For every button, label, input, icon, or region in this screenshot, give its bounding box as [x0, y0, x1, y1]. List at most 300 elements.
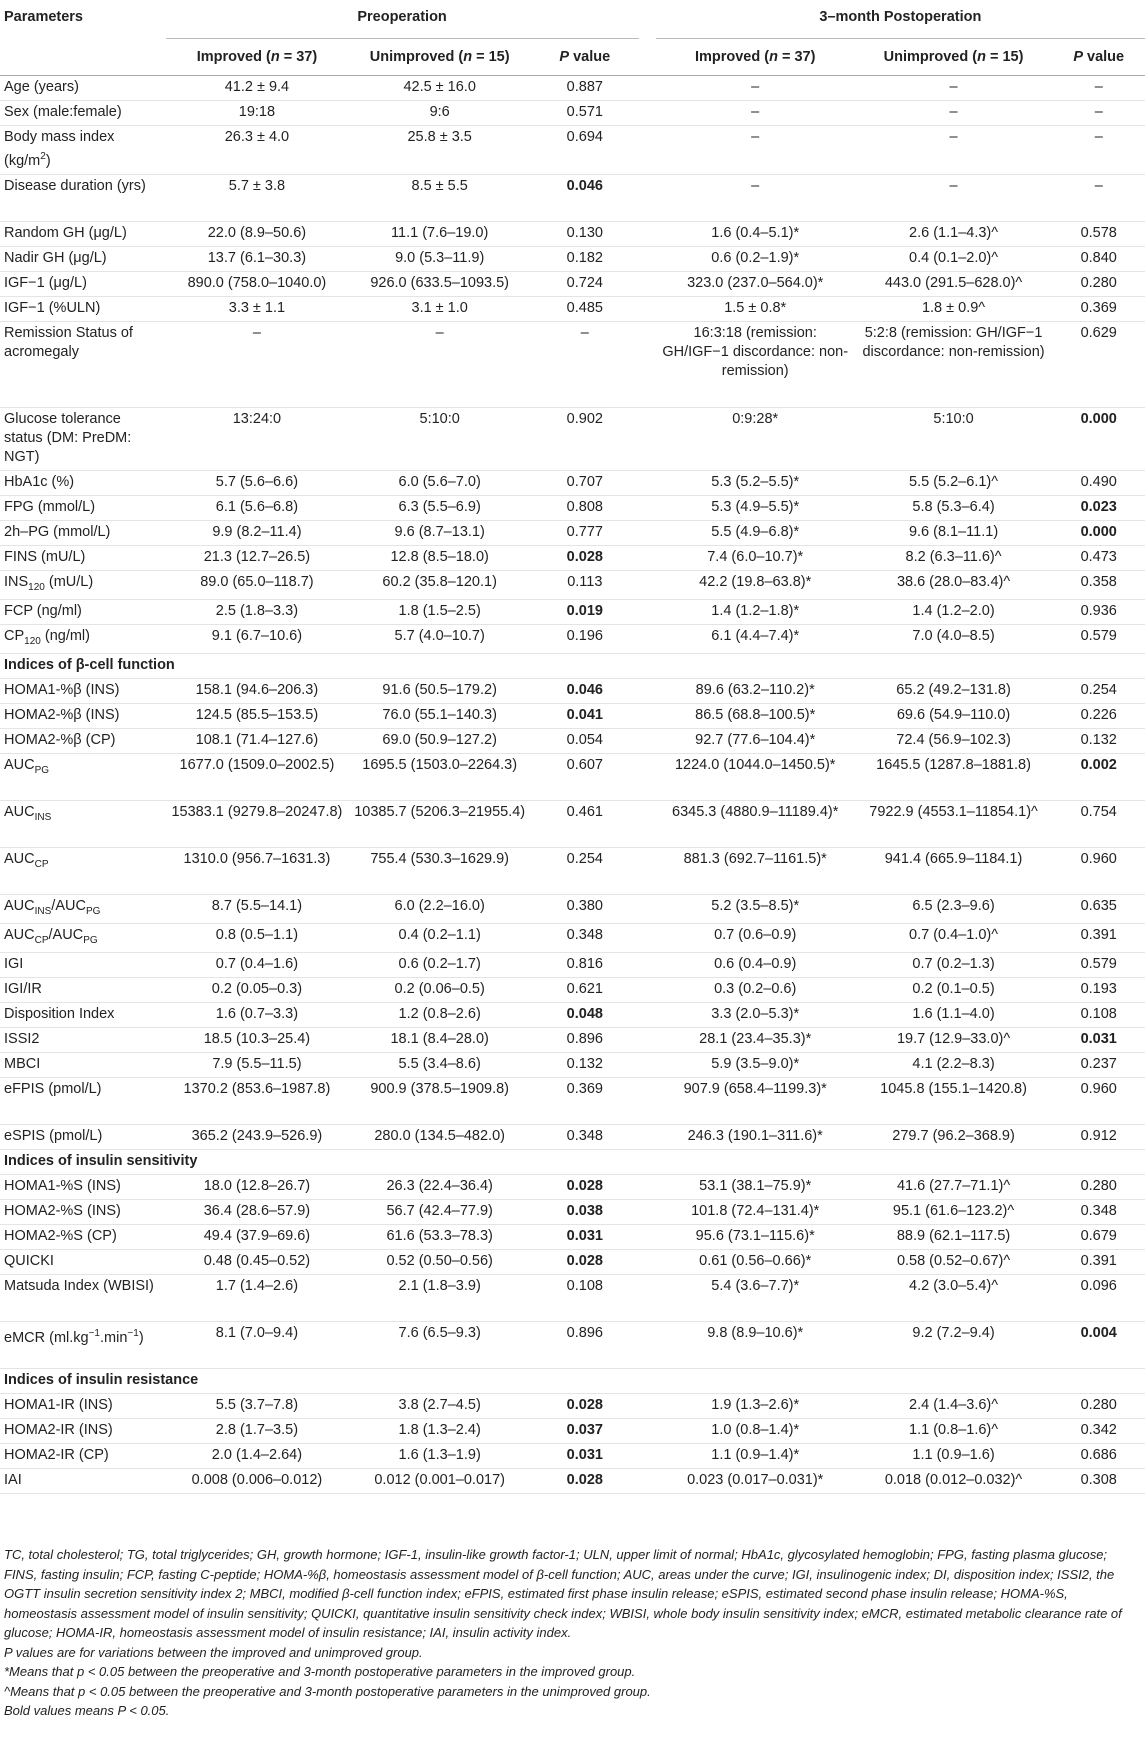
pre-pvalue: –: [531, 322, 639, 408]
footnote-bold: Bold values means P < 0.05.: [4, 1703, 170, 1718]
post-pvalue: 0.840: [1052, 247, 1145, 272]
post-pvalue: –: [1052, 76, 1145, 101]
table-row: [0, 222, 1145, 247]
pre-pvalue: 0.816: [531, 952, 639, 977]
pre-unimproved-value: 91.6 (50.5–179.2): [348, 678, 531, 703]
pre-improved-value: 0.8 (0.5–1.1): [166, 923, 349, 952]
post-improved-value: 1.9 (1.3–2.6)*: [656, 1393, 855, 1418]
table-row: [0, 76, 1145, 101]
pre-unimproved-value: –: [348, 322, 531, 408]
post-pvalue: 0.578: [1052, 222, 1145, 247]
table-row: [0, 800, 1145, 847]
pre-improved-value: 7.9 (5.5–11.5): [166, 1052, 349, 1077]
footnote-star: *Means that p < 0.05 between the preoperative and 3-month postoperative parameters in the improved group.: [4, 1664, 636, 1679]
table-row: [0, 1124, 1145, 1149]
pre-unimproved-value: 3.8 (2.7–4.5): [348, 1393, 531, 1418]
table-row: [0, 952, 1145, 977]
parameter-name: Disease duration (yrs): [0, 175, 166, 222]
gap: [639, 521, 656, 546]
gap: [639, 408, 656, 471]
pre-unimproved-value: 7.6 (6.5–9.3): [348, 1321, 531, 1368]
pre-pvalue: 0.028: [531, 1249, 639, 1274]
table-row: [0, 546, 1145, 571]
pre-improved-value: 2.0 (1.4–2.64): [166, 1443, 349, 1468]
post-unimproved-value: 279.7 (96.2–368.9): [855, 1124, 1053, 1149]
post-improved-value: 42.2 (19.8–63.8)*: [656, 571, 855, 600]
gap: [639, 624, 656, 653]
post-unimproved-value: 0.7 (0.4–1.0)^: [855, 923, 1053, 952]
parameter-name: HOMA1-IR (INS): [0, 1393, 166, 1418]
table-row: [0, 1443, 1145, 1468]
post-improved-value: 86.5 (68.8–100.5)*: [656, 703, 855, 728]
parameter-name: $CP_{120}$ (ng/ml): [0, 624, 166, 653]
parameter-name: $AUC_{CP}/AUC_{PG}$: [0, 923, 166, 952]
post-improved-value: –: [656, 76, 855, 101]
post-pvalue: 0.679: [1052, 1224, 1145, 1249]
parameter-name: FCP (ng/ml): [0, 599, 166, 624]
pre-unimproved-value: 69.0 (50.9–127.2): [348, 728, 531, 753]
pre-unimproved-value: 1.8 (1.5–2.5): [348, 599, 531, 624]
pre-unimproved-value: 9.6 (8.7–13.1): [348, 521, 531, 546]
parameter-name: IGF−1 (%ULN): [0, 297, 166, 322]
pre-unimproved-value: 18.1 (8.4–28.0): [348, 1027, 531, 1052]
pre-unimproved-value: 5.5 (3.4–8.6): [348, 1052, 531, 1077]
header-pre-improved: Improved (n = 37): [166, 39, 349, 76]
pre-unimproved-value: 5.7 (4.0–10.7): [348, 624, 531, 653]
parameter-name: IGI: [0, 952, 166, 977]
pre-pvalue: 0.054: [531, 728, 639, 753]
gap: [639, 1274, 656, 1321]
pre-pvalue: 0.113: [531, 571, 639, 600]
pre-pvalue: 0.724: [531, 272, 639, 297]
pre-unimproved-value: 6.0 (2.2–16.0): [348, 894, 531, 923]
pre-unimproved-value: 0.52 (0.50–0.56): [348, 1249, 531, 1274]
pre-unimproved-value: 42.5 ± 16.0: [348, 76, 531, 101]
table-row: [0, 297, 1145, 322]
pre-pvalue: 0.607: [531, 753, 639, 800]
post-improved-value: 5.3 (5.2–5.5)*: [656, 471, 855, 496]
gap: [639, 76, 656, 101]
post-improved-value: 881.3 (692.7–1161.5)*: [656, 847, 855, 894]
post-improved-value: 5.2 (3.5–8.5)*: [656, 894, 855, 923]
post-pvalue: 0.358: [1052, 571, 1145, 600]
table-row: [0, 703, 1145, 728]
pre-pvalue: 0.808: [531, 496, 639, 521]
pre-pvalue: 0.694: [531, 126, 639, 175]
parameter-name: IAI: [0, 1468, 166, 1493]
gap: [639, 1052, 656, 1077]
pre-unimproved-value: 1.2 (0.8–2.6): [348, 1002, 531, 1027]
table-row: [0, 1418, 1145, 1443]
pre-unimproved-value: 0.6 (0.2–1.7): [348, 952, 531, 977]
section-header: [0, 1149, 1145, 1174]
post-pvalue: 0.391: [1052, 923, 1145, 952]
table-row: [0, 1249, 1145, 1274]
post-unimproved-value: 1.1 (0.8–1.6)^: [855, 1418, 1053, 1443]
pre-pvalue: 0.028: [531, 1468, 639, 1493]
table-row: [0, 728, 1145, 753]
parameter-name: 2h–PG (mmol/L): [0, 521, 166, 546]
pre-improved-value: 18.0 (12.8–26.7): [166, 1174, 349, 1199]
post-improved-value: 0.023 (0.017–0.031)*: [656, 1468, 855, 1493]
pre-improved-value: 124.5 (85.5–153.5): [166, 703, 349, 728]
table-row: [0, 1393, 1145, 1418]
table-row: [0, 1002, 1145, 1027]
post-pvalue: 0.473: [1052, 546, 1145, 571]
post-unimproved-value: 41.6 (27.7–71.1)^: [855, 1174, 1053, 1199]
pre-improved-value: 0.48 (0.45–0.52): [166, 1249, 349, 1274]
post-improved-value: 0:9:28*: [656, 408, 855, 471]
table-row: [0, 1077, 1145, 1124]
table-row: [0, 1274, 1145, 1321]
parameter-name: HOMA2-%β (INS): [0, 703, 166, 728]
parameter-name: MBCI: [0, 1052, 166, 1077]
post-unimproved-value: 7922.9 (4553.1–11854.1)^: [855, 800, 1053, 847]
gap: [639, 1443, 656, 1468]
post-improved-value: 0.3 (0.2–0.6): [656, 977, 855, 1002]
post-unimproved-value: 0.2 (0.1–0.5): [855, 977, 1053, 1002]
post-pvalue: 0.280: [1052, 1393, 1145, 1418]
parameter-name: HOMA1-%S (INS): [0, 1174, 166, 1199]
parameter-name: Matsuda Index (WBISI): [0, 1274, 166, 1321]
post-improved-value: 92.7 (77.6–104.4)*: [656, 728, 855, 753]
section-header: [0, 1368, 1145, 1393]
post-unimproved-value: 0.7 (0.2–1.3): [855, 952, 1053, 977]
parameter-name: HOMA2-%S (INS): [0, 1199, 166, 1224]
post-improved-value: 1.1 (0.9–1.4)*: [656, 1443, 855, 1468]
pre-improved-value: 0.2 (0.05–0.3): [166, 977, 349, 1002]
section-label: Indices of insulin resistance: [0, 1368, 1145, 1393]
table-row: [0, 1174, 1145, 1199]
pre-unimproved-value: 61.6 (53.3–78.3): [348, 1224, 531, 1249]
gap: [639, 322, 656, 408]
pre-improved-value: 41.2 ± 9.4: [166, 76, 349, 101]
pre-improved-value: 9.9 (8.2–11.4): [166, 521, 349, 546]
pre-unimproved-value: 6.0 (5.6–7.0): [348, 471, 531, 496]
pre-improved-value: 22.0 (8.9–50.6): [166, 222, 349, 247]
post-unimproved-value: 0.018 (0.012–0.032)^: [855, 1468, 1053, 1493]
pre-unimproved-value: 0.4 (0.2–1.1): [348, 923, 531, 952]
post-unimproved-value: –: [855, 76, 1053, 101]
post-improved-value: 5.9 (3.5–9.0)*: [656, 1052, 855, 1077]
post-unimproved-value: 8.2 (6.3–11.6)^: [855, 546, 1053, 571]
pre-unimproved-value: 8.5 ± 5.5: [348, 175, 531, 222]
post-pvalue: 0.237: [1052, 1052, 1145, 1077]
table-row: [0, 678, 1145, 703]
pre-improved-value: 365.2 (243.9–526.9): [166, 1124, 349, 1149]
parameter-name: $AUC_{INS}/AUC_{PG}$: [0, 894, 166, 923]
post-pvalue: 0.254: [1052, 678, 1145, 703]
pre-unimproved-value: 11.1 (7.6–19.0): [348, 222, 531, 247]
post-improved-value: 6.1 (4.4–7.4)*: [656, 624, 855, 653]
gap: [639, 546, 656, 571]
pre-unimproved-value: 6.3 (5.5–6.9): [348, 496, 531, 521]
post-unimproved-value: 6.5 (2.3–9.6): [855, 894, 1053, 923]
gap: [639, 571, 656, 600]
section-header: [0, 653, 1145, 678]
gap: [639, 1077, 656, 1124]
post-improved-value: 1.0 (0.8–1.4)*: [656, 1418, 855, 1443]
post-pvalue: 0.193: [1052, 977, 1145, 1002]
gap: [639, 1199, 656, 1224]
pre-pvalue: 0.037: [531, 1418, 639, 1443]
table-row: [0, 1027, 1145, 1052]
post-pvalue: 0.023: [1052, 496, 1145, 521]
pre-improved-value: 0.008 (0.006–0.012): [166, 1468, 349, 1493]
pre-improved-value: 18.5 (10.3–25.4): [166, 1027, 349, 1052]
post-pvalue: 0.308: [1052, 1468, 1145, 1493]
parameter-name: $AUC_{PG}$: [0, 753, 166, 800]
gap: [639, 1321, 656, 1368]
post-pvalue: 0.096: [1052, 1274, 1145, 1321]
post-improved-value: 5.5 (4.9–6.8)*: [656, 521, 855, 546]
pre-unimproved-value: 280.0 (134.5–482.0): [348, 1124, 531, 1149]
post-pvalue: 0.579: [1052, 624, 1145, 653]
pre-unimproved-value: 60.2 (35.8–120.1): [348, 571, 531, 600]
pre-pvalue: 0.348: [531, 923, 639, 952]
table-row: [0, 847, 1145, 894]
parameter-name: $AUC_{CP}$: [0, 847, 166, 894]
post-unimproved-value: 65.2 (49.2–131.8): [855, 678, 1053, 703]
post-unimproved-value: 1.1 (0.9–1.6): [855, 1443, 1053, 1468]
header-post-pvalue: P value: [1052, 39, 1145, 76]
gap: [639, 126, 656, 175]
pre-improved-value: 1.6 (0.7–3.3): [166, 1002, 349, 1027]
parameter-name: eFPIS (pmol/L): [0, 1077, 166, 1124]
post-pvalue: 0.002: [1052, 753, 1145, 800]
post-unimproved-value: –: [855, 175, 1053, 222]
post-improved-value: –: [656, 175, 855, 222]
gap: [639, 1249, 656, 1274]
post-pvalue: 0.280: [1052, 272, 1145, 297]
gap: [639, 753, 656, 800]
gap: [639, 599, 656, 624]
post-improved-value: 1.4 (1.2–1.8)*: [656, 599, 855, 624]
gap: [639, 1124, 656, 1149]
post-improved-value: 0.61 (0.56–0.66)*: [656, 1249, 855, 1274]
parameter-name: QUICKI: [0, 1249, 166, 1274]
pre-improved-value: 1370.2 (853.6–1987.8): [166, 1077, 349, 1124]
post-pvalue: 0.960: [1052, 1077, 1145, 1124]
pre-improved-value: 3.3 ± 1.1: [166, 297, 349, 322]
header-preoperation: Preoperation: [166, 0, 639, 39]
post-unimproved-value: 38.6 (28.0–83.4)^: [855, 571, 1053, 600]
post-improved-value: 323.0 (237.0–564.0)*: [656, 272, 855, 297]
parameter-name: FPG (mmol/L): [0, 496, 166, 521]
pre-improved-value: 108.1 (71.4–127.6): [166, 728, 349, 753]
gap: [639, 1418, 656, 1443]
pre-improved-value: 19:18: [166, 101, 349, 126]
pre-pvalue: 0.621: [531, 977, 639, 1002]
pre-unimproved-value: 56.7 (42.4–77.9): [348, 1199, 531, 1224]
pre-pvalue: 0.887: [531, 76, 639, 101]
post-pvalue: 0.000: [1052, 521, 1145, 546]
gap: [639, 1002, 656, 1027]
pre-improved-value: –: [166, 322, 349, 408]
parameter-name: IGF−1 (μg/L): [0, 272, 166, 297]
post-unimproved-value: 1.8 ± 0.9^: [855, 297, 1053, 322]
pre-unimproved-value: 3.1 ± 1.0: [348, 297, 531, 322]
parameter-name: ISSI2: [0, 1027, 166, 1052]
post-improved-value: 3.3 (2.0–5.3)*: [656, 1002, 855, 1027]
post-unimproved-value: 941.4 (665.9–1184.1): [855, 847, 1053, 894]
post-pvalue: –: [1052, 101, 1145, 126]
pre-improved-value: 158.1 (94.6–206.3): [166, 678, 349, 703]
pre-pvalue: 0.108: [531, 1274, 639, 1321]
pre-pvalue: 0.369: [531, 1077, 639, 1124]
post-pvalue: 0.635: [1052, 894, 1145, 923]
pre-pvalue: 0.031: [531, 1443, 639, 1468]
pre-improved-value: 5.7 ± 3.8: [166, 175, 349, 222]
gap: [639, 923, 656, 952]
pre-pvalue: 0.777: [531, 521, 639, 546]
table-row: [0, 408, 1145, 471]
post-improved-value: 246.3 (190.1–311.6)*: [656, 1124, 855, 1149]
post-pvalue: 0.000: [1052, 408, 1145, 471]
parameter-name: $AUC_{INS}$: [0, 800, 166, 847]
pre-unimproved-value: 2.1 (1.8–3.9): [348, 1274, 531, 1321]
header-post-improved: Improved (n = 37): [656, 39, 855, 76]
pre-pvalue: 0.046: [531, 678, 639, 703]
gap: [639, 977, 656, 1002]
pre-improved-value: 13:24:0: [166, 408, 349, 471]
post-pvalue: 0.936: [1052, 599, 1145, 624]
post-improved-value: 6345.3 (4880.9–11189.4)*: [656, 800, 855, 847]
post-pvalue: 0.280: [1052, 1174, 1145, 1199]
table-footnotes: [4, 1545, 1142, 1721]
post-improved-value: 101.8 (72.4–131.4)*: [656, 1199, 855, 1224]
pre-improved-value: 5.5 (3.7–7.8): [166, 1393, 349, 1418]
pre-unimproved-value: 1.8 (1.3–2.4): [348, 1418, 531, 1443]
post-improved-value: 89.6 (63.2–110.2)*: [656, 678, 855, 703]
parameter-name: HOMA1-%β (INS): [0, 678, 166, 703]
pre-improved-value: 15383.1 (9279.8–20247.8): [166, 800, 349, 847]
post-pvalue: –: [1052, 126, 1145, 175]
pre-pvalue: 0.041: [531, 703, 639, 728]
post-pvalue: 0.686: [1052, 1443, 1145, 1468]
table-row: [0, 1224, 1145, 1249]
post-pvalue: 0.132: [1052, 728, 1145, 753]
table-row: [0, 496, 1145, 521]
gap: [639, 847, 656, 894]
pre-pvalue: 0.707: [531, 471, 639, 496]
gap: [639, 247, 656, 272]
post-unimproved-value: 88.9 (62.1–117.5): [855, 1224, 1053, 1249]
post-improved-value: –: [656, 126, 855, 175]
pre-improved-value: 2.8 (1.7–3.5): [166, 1418, 349, 1443]
table-row: [0, 272, 1145, 297]
table-row: [0, 471, 1145, 496]
pre-pvalue: 0.254: [531, 847, 639, 894]
table-row: [0, 977, 1145, 1002]
table-row: [0, 175, 1145, 222]
pre-pvalue: 0.028: [531, 1393, 639, 1418]
pre-pvalue: 0.028: [531, 1174, 639, 1199]
post-improved-value: 7.4 (6.0–10.7)*: [656, 546, 855, 571]
header-postoperation: 3–month Postoperation: [656, 0, 1145, 39]
table-row: [0, 1199, 1145, 1224]
post-improved-value: –: [656, 101, 855, 126]
table-row: [0, 571, 1145, 600]
pre-pvalue: 0.380: [531, 894, 639, 923]
footnote-pvalues: P values are for variations between the improved and unimproved group.: [4, 1644, 423, 1660]
parameter-name: HOMA2-%S (CP): [0, 1224, 166, 1249]
post-unimproved-value: 0.58 (0.52–0.67)^: [855, 1249, 1053, 1274]
post-unimproved-value: 9.6 (8.1–11.1): [855, 521, 1053, 546]
pre-unimproved-value: 926.0 (633.5–1093.5): [348, 272, 531, 297]
post-pvalue: 0.579: [1052, 952, 1145, 977]
pre-pvalue: 0.046: [531, 175, 639, 222]
post-unimproved-value: 9.2 (7.2–9.4): [855, 1321, 1053, 1368]
pre-unimproved-value: 0.012 (0.001–0.017): [348, 1468, 531, 1493]
pre-pvalue: 0.196: [531, 624, 639, 653]
post-improved-value: 0.7 (0.6–0.9): [656, 923, 855, 952]
post-unimproved-value: 4.1 (2.2–8.3): [855, 1052, 1053, 1077]
pre-unimproved-value: 5:10:0: [348, 408, 531, 471]
post-unimproved-value: 2.4 (1.4–3.6)^: [855, 1393, 1053, 1418]
table-row: [0, 624, 1145, 653]
gap: [639, 678, 656, 703]
post-pvalue: 0.391: [1052, 1249, 1145, 1274]
pre-pvalue: 0.485: [531, 297, 639, 322]
parameter-name: FINS (mU/L): [0, 546, 166, 571]
post-pvalue: 0.912: [1052, 1124, 1145, 1149]
post-unimproved-value: 5.5 (5.2–6.1)^: [855, 471, 1053, 496]
pre-improved-value: 49.4 (37.9–69.6): [166, 1224, 349, 1249]
pre-improved-value: 1.7 (1.4–2.6): [166, 1274, 349, 1321]
parameter-name: HOMA2-IR (CP): [0, 1443, 166, 1468]
pre-unimproved-value: 1695.5 (1503.0–2264.3): [348, 753, 531, 800]
table-row: [0, 599, 1145, 624]
pre-pvalue: 0.896: [531, 1321, 639, 1368]
header-pre-unimproved: Unimproved (n = 15): [348, 39, 531, 76]
post-unimproved-value: 72.4 (56.9–102.3): [855, 728, 1053, 753]
parameter-name: HOMA2-%β (CP): [0, 728, 166, 753]
gap: [639, 1393, 656, 1418]
post-unimproved-value: 19.7 (12.9–33.0)^: [855, 1027, 1053, 1052]
gap: [639, 101, 656, 126]
pre-unimproved-value: 9.0 (5.3–11.9): [348, 247, 531, 272]
post-pvalue: 0.226: [1052, 703, 1145, 728]
pre-unimproved-value: 26.3 (22.4–36.4): [348, 1174, 531, 1199]
post-improved-value: 1224.0 (1044.0–1450.5)*: [656, 753, 855, 800]
post-pvalue: 0.754: [1052, 800, 1145, 847]
table-row: [0, 923, 1145, 952]
pre-unimproved-value: 9:6: [348, 101, 531, 126]
pre-unimproved-value: 76.0 (55.1–140.3): [348, 703, 531, 728]
post-unimproved-value: 443.0 (291.5–628.0)^: [855, 272, 1053, 297]
pre-improved-value: 1310.0 (956.7–1631.3): [166, 847, 349, 894]
post-improved-value: 1.5 ± 0.8*: [656, 297, 855, 322]
pre-improved-value: 8.7 (5.5–14.1): [166, 894, 349, 923]
post-pvalue: 0.629: [1052, 322, 1145, 408]
gap: [639, 272, 656, 297]
gap: [639, 471, 656, 496]
gap: [639, 496, 656, 521]
post-unimproved-value: 5:10:0: [855, 408, 1053, 471]
parameter-name: eMCR $(ml.kg^{-1}.\min^{-1})$: [0, 1321, 166, 1368]
pre-unimproved-value: 1.6 (1.3–1.9): [348, 1443, 531, 1468]
post-unimproved-value: –: [855, 101, 1053, 126]
pre-improved-value: 1677.0 (1509.0–2002.5): [166, 753, 349, 800]
gap: [639, 1468, 656, 1493]
post-pvalue: 0.342: [1052, 1418, 1145, 1443]
table-row: [0, 101, 1145, 126]
table-row: [0, 1052, 1145, 1077]
parameter-name: Glucose tolerance status (DM: PreDM: NGT): [0, 408, 166, 471]
table-row: [0, 894, 1145, 923]
post-unimproved-value: 1045.8 (155.1–1420.8): [855, 1077, 1053, 1124]
